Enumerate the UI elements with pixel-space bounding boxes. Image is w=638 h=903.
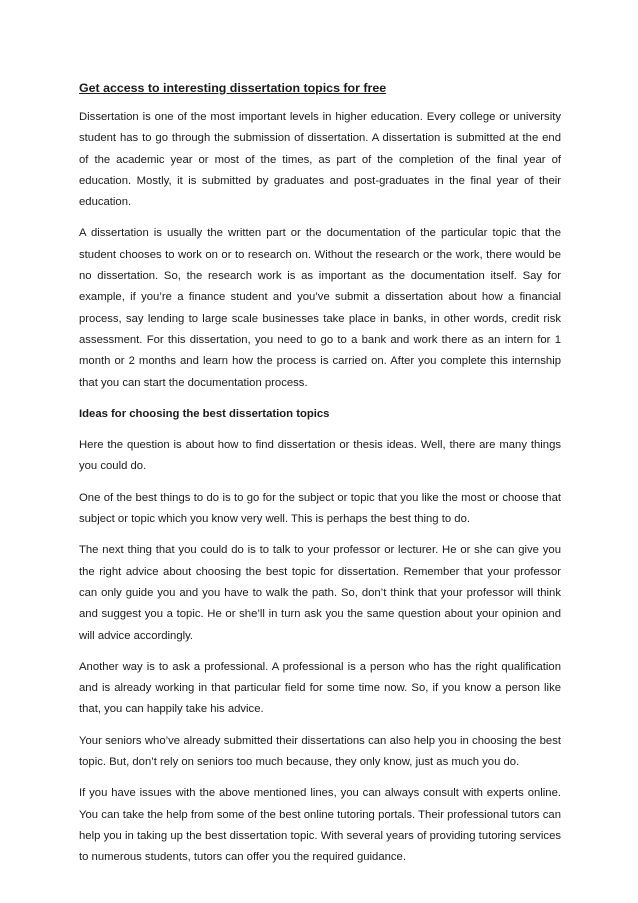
paragraph-ideas-6: If you have issues with the above mentioned lines, you can always consult with experts online. You can take the help from some of the best online tutoring portals. Their professional tutors can help you in taking up the best dissertation topic. With several years of providing tutoring services to numerous students, tutors can offer you the required guidance. <box>79 787 561 864</box>
document-page <box>79 78 561 879</box>
paragraph-ideas-5: Your seniors who’ve already submitted their dissertations can also help you in choosing the best topic. But, don’t rely on seniors too much because, they only know, just as much you do. <box>79 734 561 769</box>
paragraph-ideas-3: The next thing that you could do is to talk to your professor or lecturer. He or she can give you the right advice about choosing the best topic for dissertation. Remember that your professor can only guide you and you have to walk the path. So, don’t think that your professor will think and suggest you a topic. He or she’ll in turn ask you the same question about your opinion and will advice accordingly. <box>79 544 561 642</box>
paragraph-intro-1: Dissertation is one of the most important levels in higher education. Every college or university student has to go through the submission of dissertation. A dissertation is submitted at the end of the academic year or most of the times, as part of the completion of the final year of education. Mostly, it is submitted by graduates and post-graduates in the final year of their education. <box>79 111 561 209</box>
paragraph-ideas-4: Another way is to ask a professional. A professional is a person who has the right qualification and is already working in that particular field for some time now. So, if you know a person like that, you can happily take his advice. <box>79 660 561 716</box>
paragraph-intro-2: A dissertation is usually the written part or the documentation of the particular topic that the student chooses to work on or to research on. Without the research or the work, there would be no dissertation. So, the research work is as important as the documentation itself. Say for example, if you’re a finance student and you’ve submit a dissertation about how a financial process, say lending to large scale businesses take place in banks, in other words, credit risk assessment. For this dissertation, you need to go to a bank and work there as an intern for 1 month or 2 months and learn how the process is carried on. After you complete this internship that you can start the documentation process. <box>79 227 561 389</box>
document-title: Get access to interesting dissertation topics for free <box>79 81 387 95</box>
paragraph-ideas-1: Here the question is about how to find dissertation or thesis ideas. Well, there are many things you could do. <box>79 439 561 473</box>
section-heading: Ideas for choosing the best dissertation topics <box>79 407 330 420</box>
paragraph-ideas-2: One of the best things to do is to go for the subject or topic that you like the most or choose that subject or topic which you know very well. This is perhaps the best thing to do. <box>79 491 561 526</box>
